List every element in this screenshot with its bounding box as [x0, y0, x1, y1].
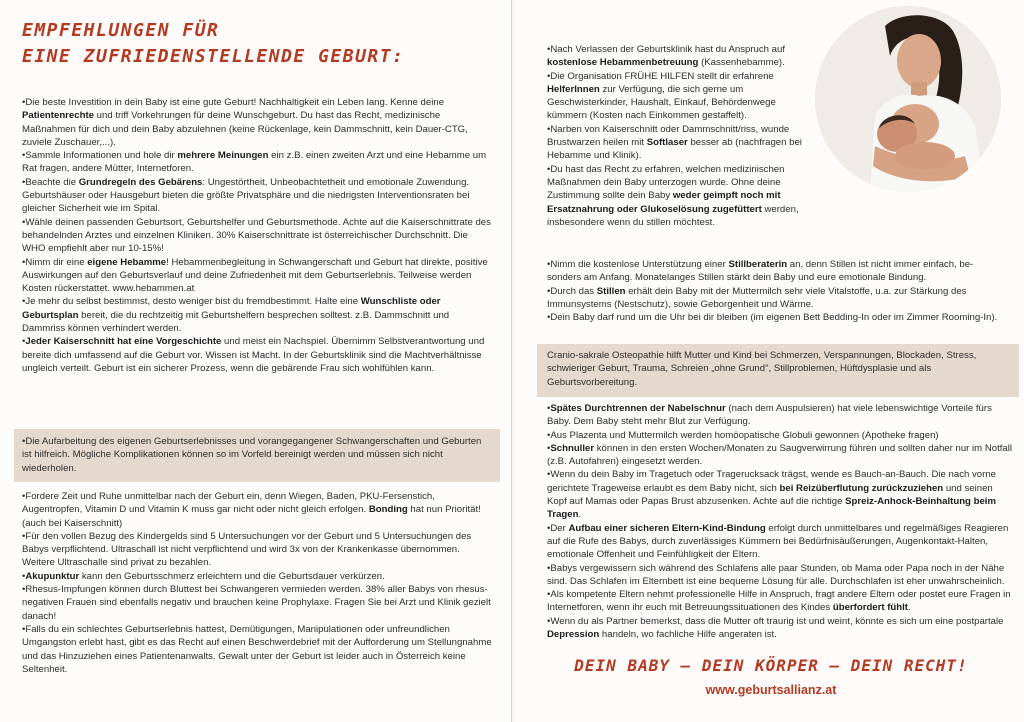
right-page	[513, 0, 1024, 722]
text-run: eigene Hebamme	[87, 256, 167, 268]
paragraph	[22, 490, 494, 530]
aftercare-list	[547, 43, 817, 229]
text-run: bei Reizüberflutung zurückzuziehen	[779, 482, 944, 494]
text-run: (nach dem Auspulsieren) hat viele lebenswichtige Vorteile fürs Baby. Dem Baby steht mehr Blut zur Verfügung.	[547, 403, 992, 428]
text-run: •Fordere Zeit und Ruhe unmittelbar nach der Geburt ein, denn Wiegen, Baden, PKU-Fersenstich, Augentropfen, Vitamin D und Vitamin K muss gar nicht oder nicht gleich erfolgen.	[22, 491, 435, 516]
text-run: Stillen	[596, 285, 626, 297]
paragraph	[547, 442, 1013, 469]
text-run: •Beachte die	[22, 176, 79, 188]
text-run: Depression	[547, 629, 600, 641]
text-run: •	[547, 442, 551, 454]
paragraph	[547, 123, 817, 163]
text-run: •Für den vollen Bezug des Kindergelds sind 5 Untersuchungen vor der Geburt und 5 Untersuchungen des Babys verpflichtend. Ultraschall ist nicht verpflichtend und wird 3x von der Krankenkasse übernommen. Weitere Ultraschalle sind privat zu bezahlen.	[22, 530, 472, 569]
text-run: Bonding	[368, 504, 408, 516]
paragraph	[22, 216, 492, 256]
photo-illustration	[815, 6, 1001, 192]
slogan: DEIN BABY – DEIN KÖRPER – DEIN RECHT!	[574, 656, 968, 675]
text-run: •Die Aufarbeitung des eigenen Geburtserlebnisses und vorangegangener Schwangerschaften und Geburten ist hilfreich. Mögliche Komplikationen können so im Vorfeld bereinigt werden und müssen sich nicht wiederholen.	[22, 436, 482, 474]
text-run: •Wähle deinen passenden Geburtsort, Geburtshelfer und Geburtsmethode. Achte auf die Kaiserschnittrate des behandelnden Arztes und einzelnen Kliniken. 30% Kaiserschnittrate ist österreichischer Durchschnitt. Die WHO empfiehlt aber nur 10-15%!	[22, 216, 491, 255]
text-run: •Der	[547, 522, 569, 534]
title-line-2: EINE ZUFRIEDENSTELLENDE GEBURT:	[22, 46, 405, 67]
text-run: Wunschliste oder Geburtsplan	[22, 296, 441, 321]
text-run: Stillberaterin	[728, 259, 788, 270]
paragraph	[22, 96, 492, 149]
text-run: und seinen Kopf auf Mamas oder Papas Brust abzusenken. Achte auf die richtige	[547, 482, 993, 508]
text-run: .	[908, 602, 911, 614]
paragraph	[547, 163, 817, 229]
title-line-1: EMPFEHLUNGEN FÜR	[22, 20, 220, 41]
text-run: •Rhesus-Impfungen können durch Bluttest bei Schwangeren vermieden werden. 38% aller Babys von rhesus-negativen Frauen sind ebenfalls negativ und brauchen keine Prophylaxe. Fragen Sie bei Arzt und Klinik gezielt danach!	[22, 584, 491, 622]
baby-care-list	[547, 402, 1013, 641]
text-run: •Narben von Kaiserschnitt oder Dammschnitt/riss, wunde Brustwarzen heilen mit	[547, 123, 790, 149]
text-run: Jeder Kaiserschnitt hat eine Vorgeschichte	[25, 336, 222, 348]
text-run: •Babys vergewissern sich während des Schlafens alle paar Stunden, ob Mama oder Papa noch in der Nähe sind. Das Schlafen im Elternbett ist eine bequeme Lösung für alle. Durchschlafen ist eher unwahrscheinlich.	[547, 562, 1005, 587]
highlight-box-birth-processing	[14, 429, 500, 482]
text-run: mehrere Meinungen	[177, 150, 269, 162]
text-run: überfordert fühlt	[832, 602, 909, 614]
paragraph	[22, 583, 494, 623]
paragraph	[547, 468, 1013, 521]
paragraph	[22, 176, 492, 216]
text-run: : Ungestörtheit, Unbeobachtetheit und emotionale Zuwendung. Geburtshäuser oder Hausgeburt bieten die größte Privatsphäre und die niedrigsten Interventionsraten bei gleicher Sicherheit wie im Spital.	[22, 176, 470, 215]
paragraph	[22, 256, 492, 296]
text-run: •	[22, 570, 26, 582]
page-title	[22, 18, 404, 70]
text-run: •Du hast das Recht zu erfahren, welchen medizinischen Maßnahmen dein Baby unterzogen wurde. Ohne deine Zustimmung sollte dein Baby	[547, 163, 785, 202]
paragraph	[22, 570, 494, 583]
paragraph	[547, 429, 1013, 442]
text-run: •Als kompetente Eltern nehmt professionelle Hilfe in Anspruch, fragt andere Eltern oder postet eure Fragen in Internetforen, wenn ihr euch mit Betreuungssituationen des Kindes	[547, 589, 1011, 614]
text-run: •	[22, 336, 26, 348]
text-run: kostenlose Hebammenbetreuung	[547, 57, 699, 69]
text-run: ein z.B. einen zweiten Arzt und eine Hebamme um Rat fragen, andere Mütter, Internetforen.	[22, 150, 487, 175]
paragraph	[547, 43, 817, 70]
text-run: ! Hebammenbegleitung in Schwangerschaft und Geburt hat direkte, positive Auswirkungen auf den Geburtsverlauf und deine Zufriedenheit mit dem Geburtserlebnis. Teilweise werden Kosten rückerstattet. www.hebammen.at	[22, 256, 488, 295]
text-run: erfolgt durch unmittelbares und regelmäßiges Reagieren auf die Rufe des Babys, durch zuverlässiges Kümmern bei Bedürfnisäußerungen, Augenkontakt-Halten, emotionale Offenheit und Feinfühligkeit der Eltern.	[547, 522, 1009, 561]
text-run: besser ab (nachfragen bei Hebamme und Klinik).	[547, 137, 802, 162]
text-run: Akupunktur	[25, 570, 80, 582]
paragraph	[547, 285, 1009, 312]
mother-breastfeeding-photo	[815, 6, 1001, 192]
text-run: an, denn Stillen ist nicht immer einfach, be- sonders am Anfang. Monatelanges Stillen stärkt dein Baby und eure emotionale Bindung.	[547, 259, 974, 284]
text-run: •Je mehr du selbst bestimmst, desto weniger bist du fremdbestimmt. Halte eine	[22, 296, 361, 308]
text-run: •Falls du ein schlechtes Geburtserlebnis hattest, Demütigungen, Manipulationen oder unfreundlichen Umgangston erlebt hast, gibt es das Recht auf einen Beschwerdebrief mit der Aufforderung um Stellungnahme und das Hinzuziehen eines Patientenanwalts. Gewalt unter der Geburt ist leider auch in Österreich keine Seltenheit.	[22, 623, 492, 675]
text-run: •Nimm die kostenlose Unterstützung einer	[547, 259, 729, 270]
paragraph	[547, 522, 1013, 562]
text-run: •Die beste Investition in dein Baby ist eine gute Geburt! Nachhaltigkeit ein Leben lang. Kenne deine	[22, 97, 445, 108]
text-run: hat nun Priorität! (auch bei Kaiserschnitt)	[22, 504, 481, 529]
breastfeeding-list	[547, 258, 1009, 324]
text-run: •	[547, 403, 551, 414]
text-run: zur Verfügung, die sich gerne um Geschwisterkinder, Haushalt, Einkauf, Behördenwege kümmern (Kosten nach Einkommen gestaffelt).	[547, 83, 776, 122]
highlight-box-osteopathy	[537, 344, 1019, 397]
paragraph	[22, 295, 492, 335]
paragraph	[547, 562, 1013, 589]
text-run: Cranio-sakrale Osteopathie hilft Mutter und Kind bei Schmerzen, Verspannungen, Blockaden, Stress, schwieriger Geburt, Trauma, Schreien „ohne Grund", Stillproblemen, Hüftdysplasie und als Geburtsvorbereitung.	[547, 350, 977, 388]
text-run: Spätes Durchtrennen der Nabelschnur	[550, 403, 726, 414]
text-run: •Wenn du dein Baby im Tragetuch oder Tragerucksack trägst, wende es Bauch-an-Bauch. Die nach vorne gerichtete Trageweise erlaubt es dem Baby nicht, sich	[547, 469, 997, 494]
text-run: und meist ein Nachspiel. Übernimm Selbstverantwortung und bereite dich umfassend auf die Geburt vor. Wissen ist Macht. In der Geburtsklinik sind die Machtverhältnisse ungleich verteilt. Geburt ist ein sicherer Prozess, wenn die gebärende Frau sich wohlfühlen kann.	[22, 336, 485, 374]
text-run: erhält dein Baby mit der Muttermilch sehr viele Vitalstoffe, u.a. zur Stärkung des Immunsystems (Nestschutz), sowie Geborgenheit und Wärme.	[547, 285, 967, 310]
text-run: .	[578, 509, 582, 521]
text-run: können in den ersten Wochen/Monaten zu Saugverwirrung führen und sollten daher nur im Notfall (z.B. Autofahren) eingesetzt werden.	[547, 442, 1013, 468]
text-run: Aufbau einer sicheren Eltern-Kind-Bindung	[568, 522, 766, 534]
text-run: werden, insbesondere wenn du stillen möchtest.	[547, 203, 799, 228]
website-link[interactable]: www.geburtsallianz.at	[705, 683, 837, 697]
text-run: bereit, die du rechtzeitig mit Geburtshelfern besprechen solltest. z.B. Dammschnitt und Dammriss können verhindert werden.	[22, 309, 450, 335]
text-run: Softlaser	[646, 137, 688, 149]
text-run: kann den Geburtsschmerz erleichtern und die Geburtsdauer verkürzen.	[79, 570, 385, 582]
text-run: •Die Organisation FRÜHE HILFEN stellt dir erfahrene	[547, 70, 774, 82]
paragraph	[22, 335, 492, 375]
paragraph	[547, 70, 817, 123]
text-run: •Dein Baby darf rund um die Uhr bei dir bleiben (im eigenen Bett Bedding-In oder im Zimmer Rooming-In).	[547, 312, 998, 324]
paragraph	[547, 258, 1009, 285]
text-run: •Nimm dir eine	[22, 256, 88, 268]
text-run: weder geimpft noch mit Ersatznahrung oder Glukoselösung zugefüttert	[547, 190, 781, 215]
text-run: handeln, wo fachliche Hilfe angeraten ist.	[599, 629, 777, 641]
text-run: HelferInnen	[547, 83, 600, 95]
paragraph	[547, 615, 1013, 642]
text-run: •Nach Verlassen der Geburtsklinik hast du Anspruch auf	[547, 44, 786, 55]
paragraph	[22, 530, 494, 570]
text-run: •Aus Plazenta und Muttermilch werden homöopatische Globuli gewonnen (Apotheke fragen)	[547, 429, 939, 441]
paragraph	[22, 149, 492, 176]
paragraph	[547, 311, 1009, 324]
paragraph	[547, 588, 1013, 615]
text-run: Spreiz-Anhock-Beinhaltung beim Tragen	[547, 496, 996, 521]
paragraph	[22, 435, 492, 475]
recommendations-list-2	[22, 490, 494, 676]
text-run: •Durch das	[547, 285, 597, 297]
recommendations-list-1	[22, 96, 492, 375]
text-run: (Kassenhebamme).	[698, 57, 785, 69]
text-run: •Sammle Informationen und hole dir	[22, 150, 178, 162]
text-run: Patientenrechte	[22, 110, 94, 122]
text-run: Schnuller	[550, 442, 595, 454]
text-run: Grundregeln des Gebärens	[78, 176, 203, 188]
text-run: •Wenn du als Partner bemerkst, dass die Mutter oft traurig ist und weint, könnte es sich um eine postpartale	[547, 615, 1004, 627]
text-run: und triff Vorkehrungen für deine Wunschgeburt. Du hast das Recht, medizinische Maßnahmen für dich und dein Baby abzulehnen (keine Rückenlage, kein Dammschnitt, kein Dauer-CTG, zuviele Zuschauer,...).	[22, 110, 468, 148]
paragraph	[547, 349, 1009, 389]
paragraph	[547, 402, 1013, 429]
paragraph	[22, 623, 494, 676]
